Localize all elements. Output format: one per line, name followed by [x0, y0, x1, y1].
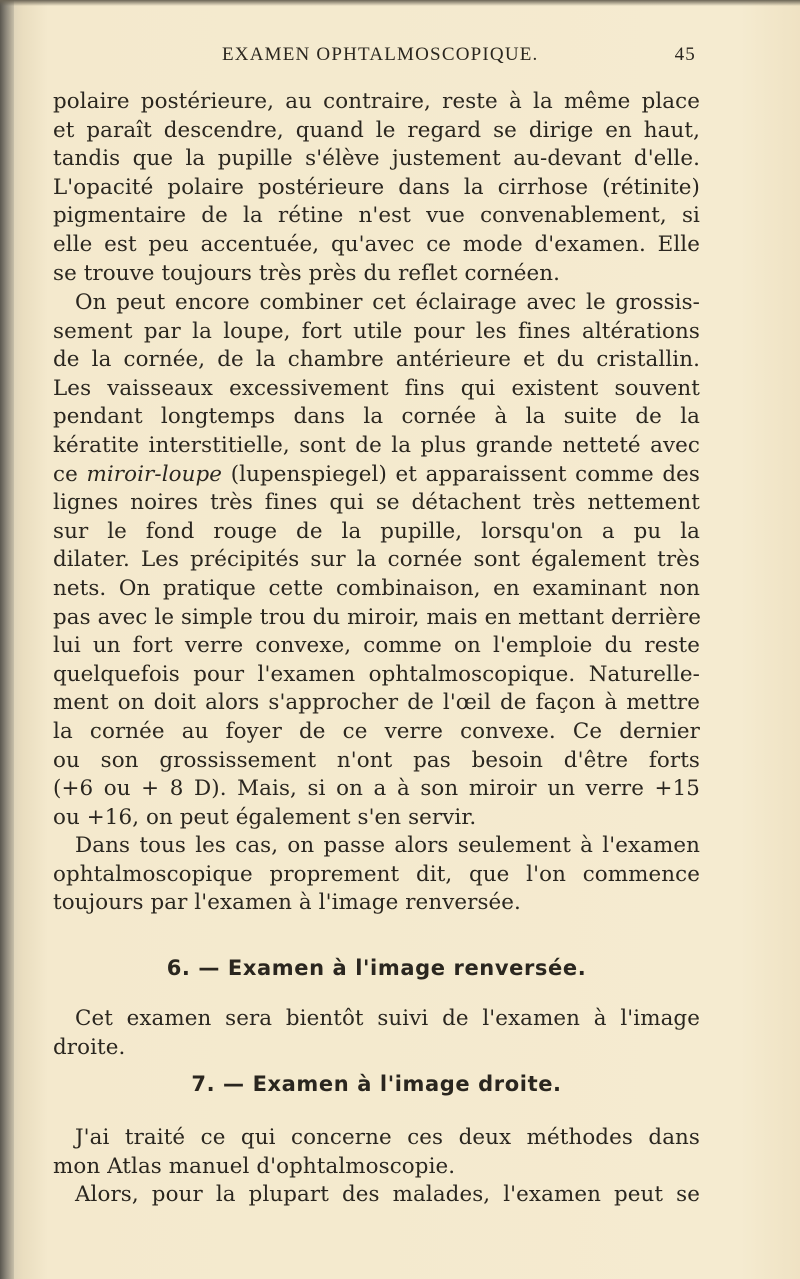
text-line: tandis que la pupille s'élève justement au-devant d'elle.: [53, 146, 700, 172]
text-line: sement par la loupe, fort utile pour les fines altérations: [53, 318, 700, 344]
text-line: Les vaisseaux excessivement fins qui existent souvent: [53, 375, 700, 401]
text-line: J'ai traité ce qui concerne ces deux méthodes dans: [75, 1125, 700, 1150]
text-line: L'opacité polaire postérieure dans la cirrhose (rétinite): [53, 174, 700, 200]
text-line: se trouve toujours très près du reflet cornéen.: [53, 260, 561, 286]
text-line: lui un fort verre convexe, comme on l'emploie du reste: [53, 633, 700, 659]
text-line: de la cornée, de la chambre antérieure et du cristallin.: [53, 347, 700, 373]
text-line: mon Atlas manuel d'ophtalmoscopie.: [53, 1153, 456, 1179]
text-line: kératite interstitielle, sont de la plus grande netteté avec: [53, 432, 700, 458]
text-line: pendant longtemps dans la cornée à la suite de la: [53, 404, 700, 430]
text-line: et paraît descendre, quand le regard se dirige en haut,: [53, 117, 700, 143]
page-number: 45: [674, 44, 696, 65]
paragraph-opacite: [53, 88, 700, 288]
page-top-edge: [0, 0, 800, 6]
text-line: nets. On pratique cette combinaison, en examinant non: [53, 575, 700, 601]
italic-term: miroir-loupe: [86, 461, 223, 487]
text-line: polaire postérieure, au contraire, reste à la même place: [53, 89, 700, 114]
text-line: droite.: [53, 1034, 126, 1060]
text-line: Alors, pour la plupart des malades, l'examen peut se: [75, 1182, 700, 1208]
text-line: sur le fond rouge de la pupille, lorsqu'on a pu la: [53, 518, 700, 544]
text-line: quelquefois pour l'examen ophtalmoscopique. Naturelle-: [53, 661, 700, 687]
text-fragment: (lupenspiegel) et apparaissent comme des: [222, 461, 700, 487]
section-heading-7: 7. — Examen à l'image droite.: [191, 1072, 562, 1096]
text-line: la cornée au foyer de ce verre convexe. Ce dernier: [53, 718, 700, 744]
text-line: (+6 ou + 8 D). Mais, si on a à son miroir un verre +15: [53, 776, 700, 802]
text-line: lignes noires très fines qui se détachent très nettement: [53, 490, 700, 516]
text-line: dilater. Les précipités sur la cornée sont également très: [53, 547, 700, 573]
paragraph-section-6: [53, 1005, 700, 1062]
text-line: toujours par l'examen à l'image renversée.: [53, 890, 521, 916]
text-line: ophtalmoscopique proprement dit, que l'on commence: [53, 861, 700, 887]
paragraph-section-7: [53, 1124, 700, 1210]
text-line: ment on doit alors s'approcher de l'œil de façon à mettre: [53, 690, 700, 716]
running-title: EXAMEN OPHTALMOSCOPIQUE.: [222, 44, 539, 65]
paragraph-loupe: [53, 289, 700, 918]
text-line: Cet examen sera bientôt suivi de l'examen à l'image: [75, 1006, 700, 1031]
book-spine-shadow: [0, 0, 14, 1279]
section-heading-6: 6. — Examen à l'image renversée.: [166, 956, 587, 980]
text-line: ou son grossissement n'ont pas besoin d'être forts: [53, 747, 700, 773]
text-line: ou +16, on peut également s'en servir.: [53, 804, 477, 830]
text-line: pigmentaire de la rétine n'est vue convenablement, si: [53, 203, 700, 229]
text-fragment: ce: [53, 461, 87, 487]
text-line: elle est peu accentuée, qu'avec ce mode d'examen. Elle: [53, 231, 700, 257]
text-line-miroir-loupe: [53, 461, 700, 490]
text-line: On peut encore combiner cet éclairage avec le grossis-: [75, 290, 700, 315]
text-line: Dans tous les cas, on passe alors seulement à l'examen: [75, 833, 700, 859]
text-line: pas avec le simple trou du miroir, mais en mettant derrière: [53, 604, 702, 630]
running-header: [52, 44, 700, 70]
